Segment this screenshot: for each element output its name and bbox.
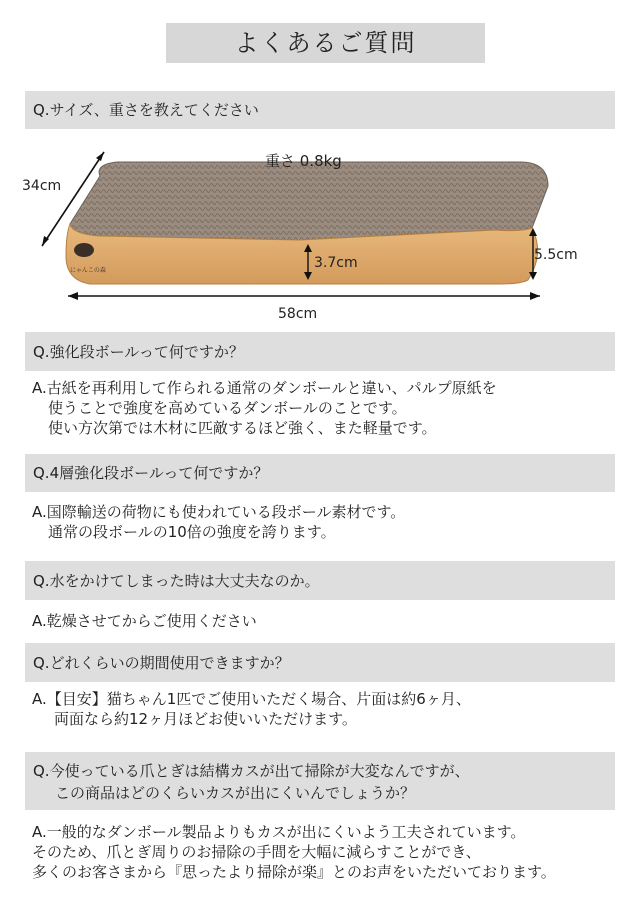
answer-text: A.国際輸送の荷物にも使われている段ボール素材です。 xyxy=(32,503,406,521)
weight-label: 重さ 0.8kg xyxy=(265,152,342,170)
center-height-label: 3.7cm xyxy=(314,255,358,271)
depth-label: 34cm xyxy=(22,178,62,194)
question-text: Q.水をかけてしまった時は大丈夫なのか。 xyxy=(33,572,320,590)
question-size xyxy=(25,91,615,129)
brand-text: にゃんこの森 xyxy=(70,267,106,274)
question-text: Q.4層強化段ボールって何ですか？ xyxy=(33,464,269,482)
question-text: この商品はどのくらいカスが出にくいんでしょうか？ xyxy=(55,784,416,802)
answer-text: 使うことで強度を高めているダンボールのことです。 xyxy=(48,399,407,417)
answer-2 xyxy=(32,502,405,542)
answer-text: A.一般的なダンボール製品よりもカスが出にくいよう工夫されています。 xyxy=(32,823,526,841)
question-text: Q.どれくらいの期間使用できますか？ xyxy=(33,654,290,672)
answer-text: A.乾燥させてからご使用ください xyxy=(32,612,257,630)
answer-text: A.古紙を再利用して作られる通常のダンボールと違い、パルプ原紙を xyxy=(32,379,497,397)
question-text: Q.強化段ボールって何ですか？ xyxy=(33,343,244,361)
question-3 xyxy=(25,561,615,600)
width-label: 58cm xyxy=(278,306,318,322)
answer-text: A.【目安】猫ちゃん1匹でご使用いただく場合、片面は約6ヶ月、 xyxy=(32,690,471,708)
question-2 xyxy=(25,454,615,492)
question-5 xyxy=(25,752,615,810)
answer-text: 通常の段ボールの10倍の強度を誇ります。 xyxy=(48,523,336,541)
end-height-label: 5.5cm xyxy=(534,247,578,263)
answer-4 xyxy=(32,689,471,729)
brand-logo xyxy=(74,243,94,257)
question-text: Q.サイズ、重さを教えてください xyxy=(33,101,259,119)
answer-text: 使い方次第では木材に匹敵するほど強く、また軽量です。 xyxy=(48,419,437,437)
answer-1 xyxy=(32,378,497,438)
question-1 xyxy=(25,332,615,371)
question-text: Q.今使っている爪とぎは結構カスが出て掃除が大変なんですが、 xyxy=(33,762,470,780)
answer-3 xyxy=(32,611,257,631)
answer-5 xyxy=(32,822,556,882)
answer-text: そのため、爪とぎ周りのお掃除の手間を大幅に減らすことができ、 xyxy=(32,843,481,861)
answer-text: 両面なら約12ヶ月ほどお使いいただけます。 xyxy=(54,710,357,728)
question-4 xyxy=(25,643,615,682)
cardboard-surface xyxy=(70,162,548,240)
page-title: よくあるご質問 xyxy=(166,23,485,63)
answer-text: 多くのお客さまから『思ったより掃除が楽』とのお声をいただいております。 xyxy=(32,863,556,881)
